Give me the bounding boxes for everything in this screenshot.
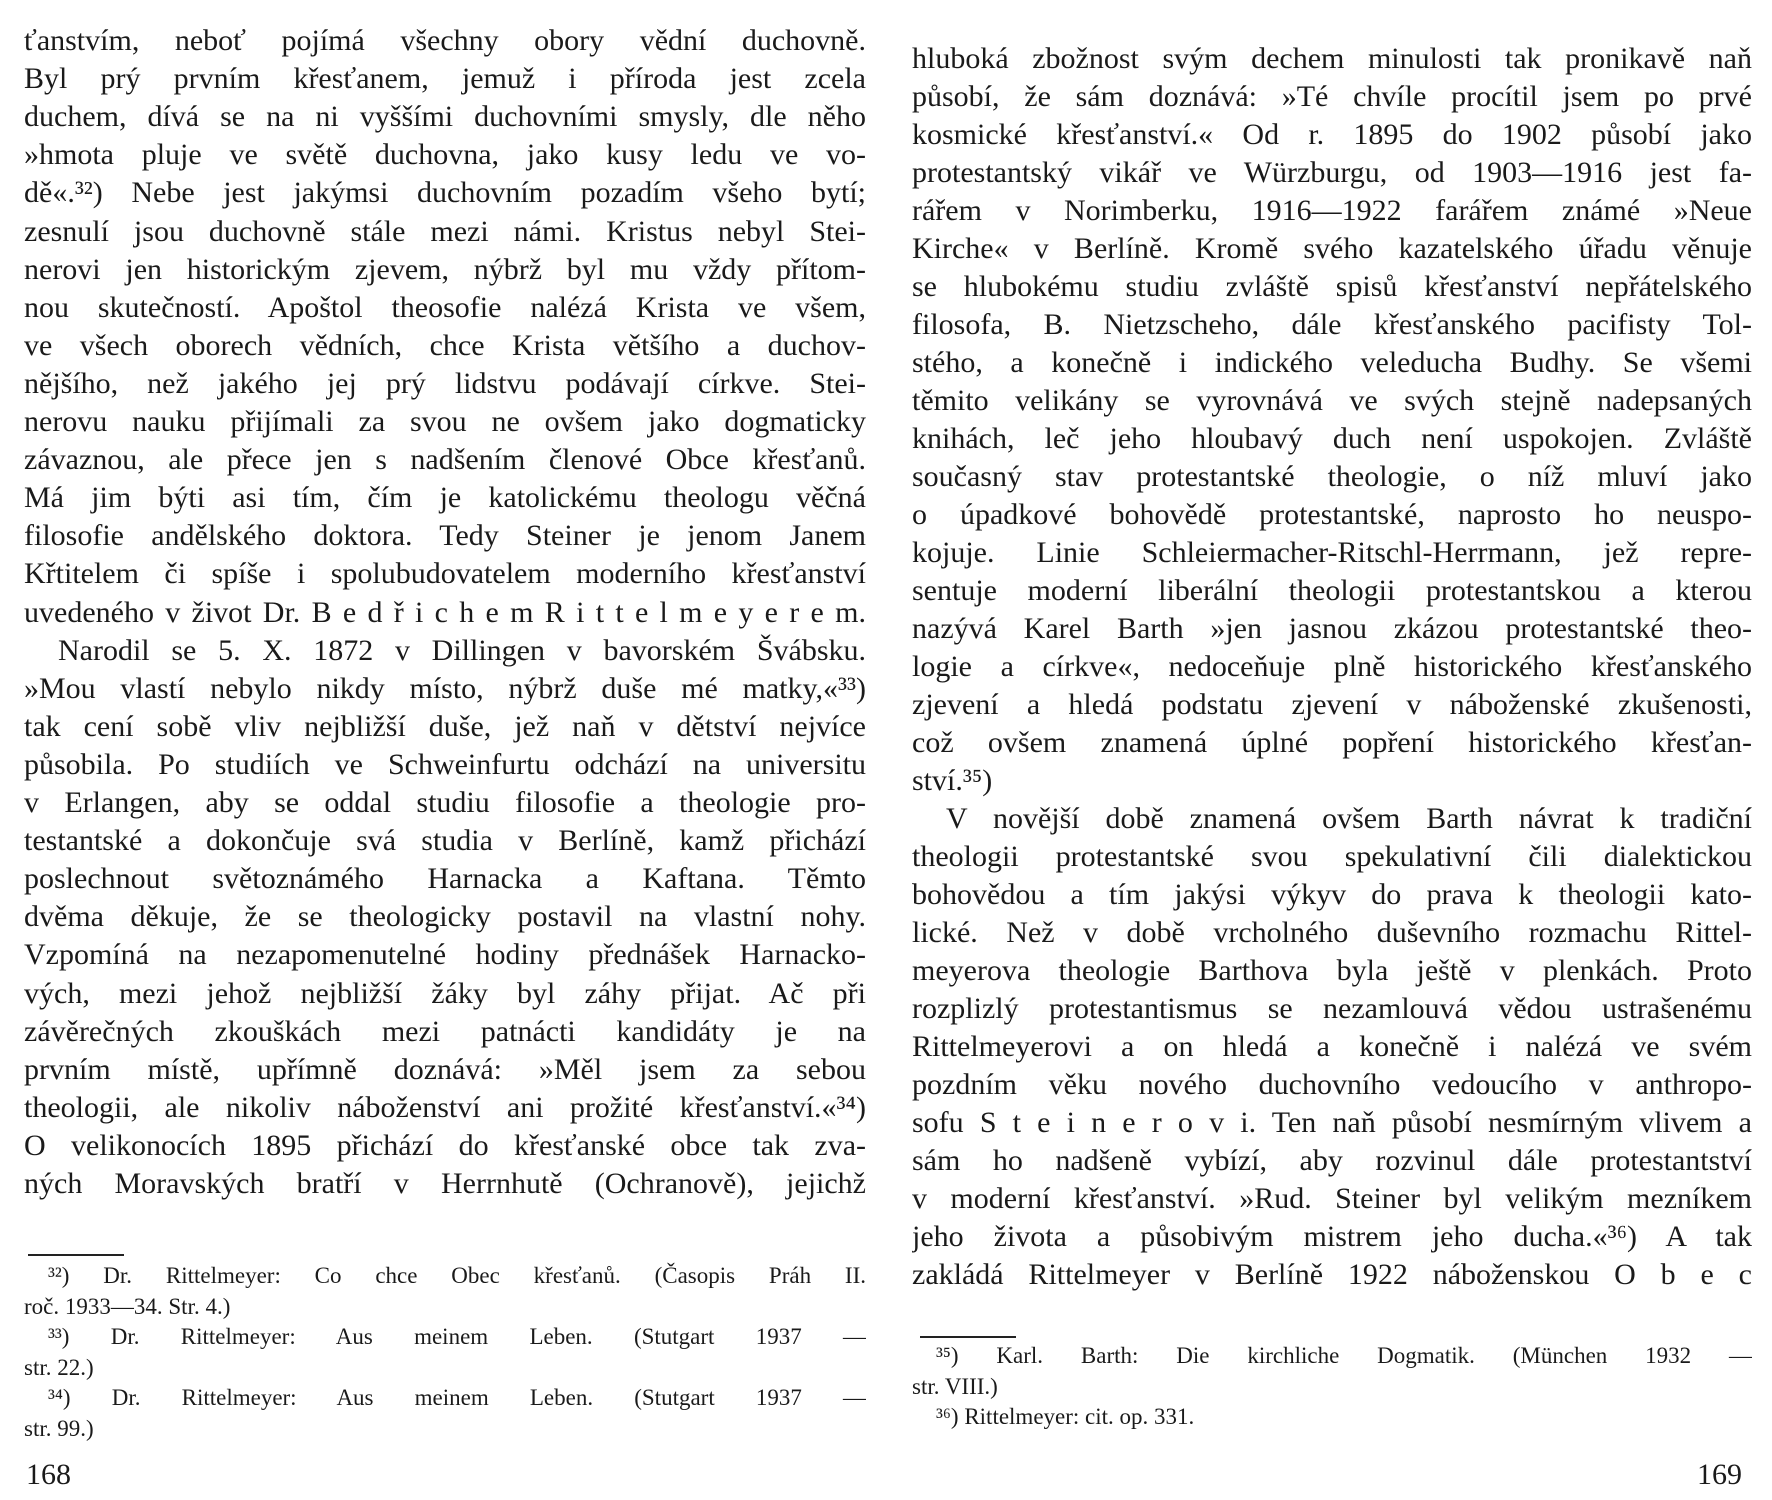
text-line: »hmota pluje ve světě duchovna, jako kusy ledu ve vo- (24, 138, 866, 172)
footnote-line: str. 99.) (24, 1415, 94, 1441)
footnote-line: ³²) Dr. Rittelmeyer: Co chce Obec křesťanů. (Časopis Práh II. (48, 1263, 866, 1288)
footnote-line: ³⁵) Karl. Barth: Die kirchliche Dogmatik. (München 1932 — (936, 1343, 1752, 1368)
text-line: dě«.³²) Nebe jest jakýmsi duchovním pozadím všeho bytí; (24, 176, 866, 210)
right-footnote-rule (920, 1336, 1016, 1338)
text-line: duchem, dívá se na ni vyššími duchovními smysly, dle něho (24, 100, 866, 134)
text-line: nazývá Karel Barth »jen jasnou zkázou protestantské theo- (912, 612, 1752, 645)
text-line: vých, mezi jehož nejbližší žáky byl záhy přijat. Ač při (24, 976, 866, 1010)
text-line: Vzpomíná na nezapomenutelné hodiny přednášek Harnacko- (24, 938, 866, 972)
text-line: O velikonocích 1895 přichází do křesťanské obce tak zva- (24, 1128, 866, 1162)
text-line: závěrečných zkouškách mezi patnácti kandidáty je na (24, 1014, 866, 1048)
text-line: kojuje. Linie Schleiermacher-Ritschl-Herrmann, jež repre- (912, 536, 1752, 569)
text-line: »Mou vlastí nebylo nikdy místo, nýbrž duše mé matky,«³³) (24, 671, 866, 705)
text-line: působila. Po studiích ve Schweinfurtu odchází na universitu (24, 747, 866, 781)
text-line: těmito velikány se vyrovnává ve svých stejně nadepsaných (912, 384, 1752, 417)
text-line: hluboká zbožnost svým dechem minulosti tak pronikavě naň (912, 42, 1752, 75)
footnote-line: ³⁶) Rittelmeyer: cit. op. 331. (936, 1404, 1195, 1429)
text-line: ných Moravských bratří v Herrnhutě (Ochranově), jejichž (24, 1167, 866, 1200)
text-line: o úpadkové bohovědě protestantské, naprosto ho neuspo- (912, 498, 1752, 531)
text-line: filosofie andělského doktora. Tedy Steiner je jenom Janem (24, 519, 866, 553)
text-line: nou skutečností. Apoštol theosofie nalézá Krista ve všem, (24, 290, 866, 324)
text-line: Byl prý prvním křesťanem, jemuž i příroda jest zcela (24, 62, 866, 96)
text-line: Má jim býti asi tím, čím je katolickému theologu věčná (24, 481, 866, 515)
page-number-right: 169 (1697, 1458, 1742, 1491)
text-line: kosmické křesťanství.« Od r. 1895 do 1902 působí jako (912, 118, 1752, 151)
left-footnote-rule (28, 1254, 124, 1256)
text-line: knihách, leč jeho hloubavý duch není uspokojen. Zvláště (912, 422, 1752, 455)
text-line: Narodil se 5. X. 1872 v Dillingen v bavorském Švábsku. (58, 633, 866, 667)
footnote-line: str. 22.) (24, 1354, 94, 1380)
text-line: což ovšem znamená úplné popření historického křesťan- (912, 726, 1752, 759)
footnote-line: str. VIII.) (912, 1373, 998, 1399)
text-line: meyerova theologie Barthova byla ještě v plenkách. Proto (912, 954, 1752, 987)
text-line: ťanstvím, neboť pojímá všechny obory vědní duchovně. (24, 24, 866, 57)
text-line: závaznou, ale přece jen s nadšením členové Obce křesťanů. (24, 443, 866, 477)
text-line: theologii protestantské svou spekulativní čili dialektickou (912, 840, 1752, 873)
text-line: zesnulí jsou duchovně stále mezi námi. Kristus nebyl Stei- (24, 214, 866, 248)
text-line: testantské a dokončuje svá studia v Berlíně, kamž přichází (24, 824, 866, 858)
text-line: nerovu nauku přijímali za svou ne ovšem jako dogmaticky (24, 405, 866, 438)
text-line: zakládá Rittelmeyer v Berlíně 1922 náboženskou O b e c (912, 1258, 1752, 1291)
text-line: jeho života a působivým mistrem jeho ducha.«³⁶) A tak (912, 1220, 1752, 1253)
text-line: rozplizlý protestantismus se nezamlouvá vědou ustrašenému (912, 992, 1752, 1025)
text-line: protestantský vikář ve Würzburgu, od 1903—1916 jest fa- (912, 156, 1752, 189)
text-line: sentuje moderní liberální theologii protestantskou a kterou (912, 574, 1752, 607)
text-line: se hlubokému studiu zvláště spisů křesťanství nepřátelského (912, 270, 1752, 303)
text-line: bohovědou a tím jakýsi výkyv do prava k theologii kato- (912, 878, 1752, 911)
text-line: v moderní křesťanství. »Rud. Steiner byl velikým mezníkem (912, 1182, 1752, 1215)
text-line: prvním místě, upřímně doznává: »Měl jsem za sebou (24, 1052, 866, 1086)
footnote-line: ³³) Dr. Rittelmeyer: Aus meinem Leben. (Stutgart 1937 — (48, 1324, 866, 1349)
text-line: dvěma děkuje, že se theologicky postavil na vlastní nohy. (24, 900, 866, 934)
text-line: uvedeného v život Dr. B e d ř i c h e m R i t t e l m e y e r e m. (24, 595, 866, 629)
text-line: nerovi jen historickým zjevem, nýbrž byl mu vždy přítom- (24, 252, 866, 286)
text-line: nějšího, než jakého jej prý lidstvu podávají církve. Stei- (24, 366, 866, 400)
text-line: ve všech oborech vědních, chce Krista většího a duchov- (24, 328, 866, 362)
page-number-left: 168 (26, 1458, 71, 1491)
text-line: Rittelmeyerovi a on hledá a konečně i nalézá ve svém (912, 1030, 1752, 1063)
text-line: zjevení a hledá podstatu zjevení v náboženské zkušenosti, (912, 688, 1752, 721)
text-line: sám ho nadšeně vybízí, aby rozvinul dále protestantství (912, 1144, 1752, 1177)
text-line: logie a církve«, nedoceňuje plně historického křesťanského (912, 650, 1752, 683)
text-line: stého, a konečně i indického veleducha Budhy. Se všemi (912, 346, 1752, 379)
text-line: sofu S t e i n e r o v i. Ten naň působí nesmírným vlivem a (912, 1106, 1752, 1139)
text-line: V novější době znamená ovšem Barth návrat k tradiční (946, 802, 1752, 835)
text-line: tak cení sobě vliv nejbližší duše, jež naň v dětství nejvíce (24, 709, 866, 743)
text-line: Kirche« v Berlíně. Kromě svého kazatelského úřadu věnuje (912, 232, 1752, 265)
text-line: rářem v Norimberku, 1916—1922 farářem známé »Neue (912, 194, 1752, 227)
text-line: pozdním věku nového duchovního vedoucího v anthropo- (912, 1068, 1752, 1101)
footnote-line: roč. 1933—34. Str. 4.) (24, 1293, 231, 1319)
text-line: poslechnout světoznámého Harnacka a Kaftana. Těmto (24, 862, 866, 896)
text-line: theologii, ale nikoliv náboženství ani prožité křesťanství.«³⁴) (24, 1090, 866, 1124)
text-line: působí, že sám doznává: »Té chvíle procítil jsem po prvé (912, 80, 1752, 113)
text-line: lické. Než v době vrcholného duševního rozmachu Rittel- (912, 916, 1752, 949)
text-line: současný stav protestantské theologie, o níž mluví jako (912, 460, 1752, 493)
text-line: filosofa, B. Nietzscheho, dále křesťanského pacifisty Tol- (912, 308, 1752, 341)
footnote-line: ³⁴) Dr. Rittelmeyer: Aus meinem Leben. (Stutgart 1937 — (48, 1385, 866, 1410)
text-line: Křtitelem či spíše i spolubudovatelem moderního křesťanství (24, 557, 866, 591)
text-line: v Erlangen, aby se oddal studiu filosofie a theologie pro- (24, 786, 866, 819)
text-line: ství.³⁵) (912, 764, 993, 797)
